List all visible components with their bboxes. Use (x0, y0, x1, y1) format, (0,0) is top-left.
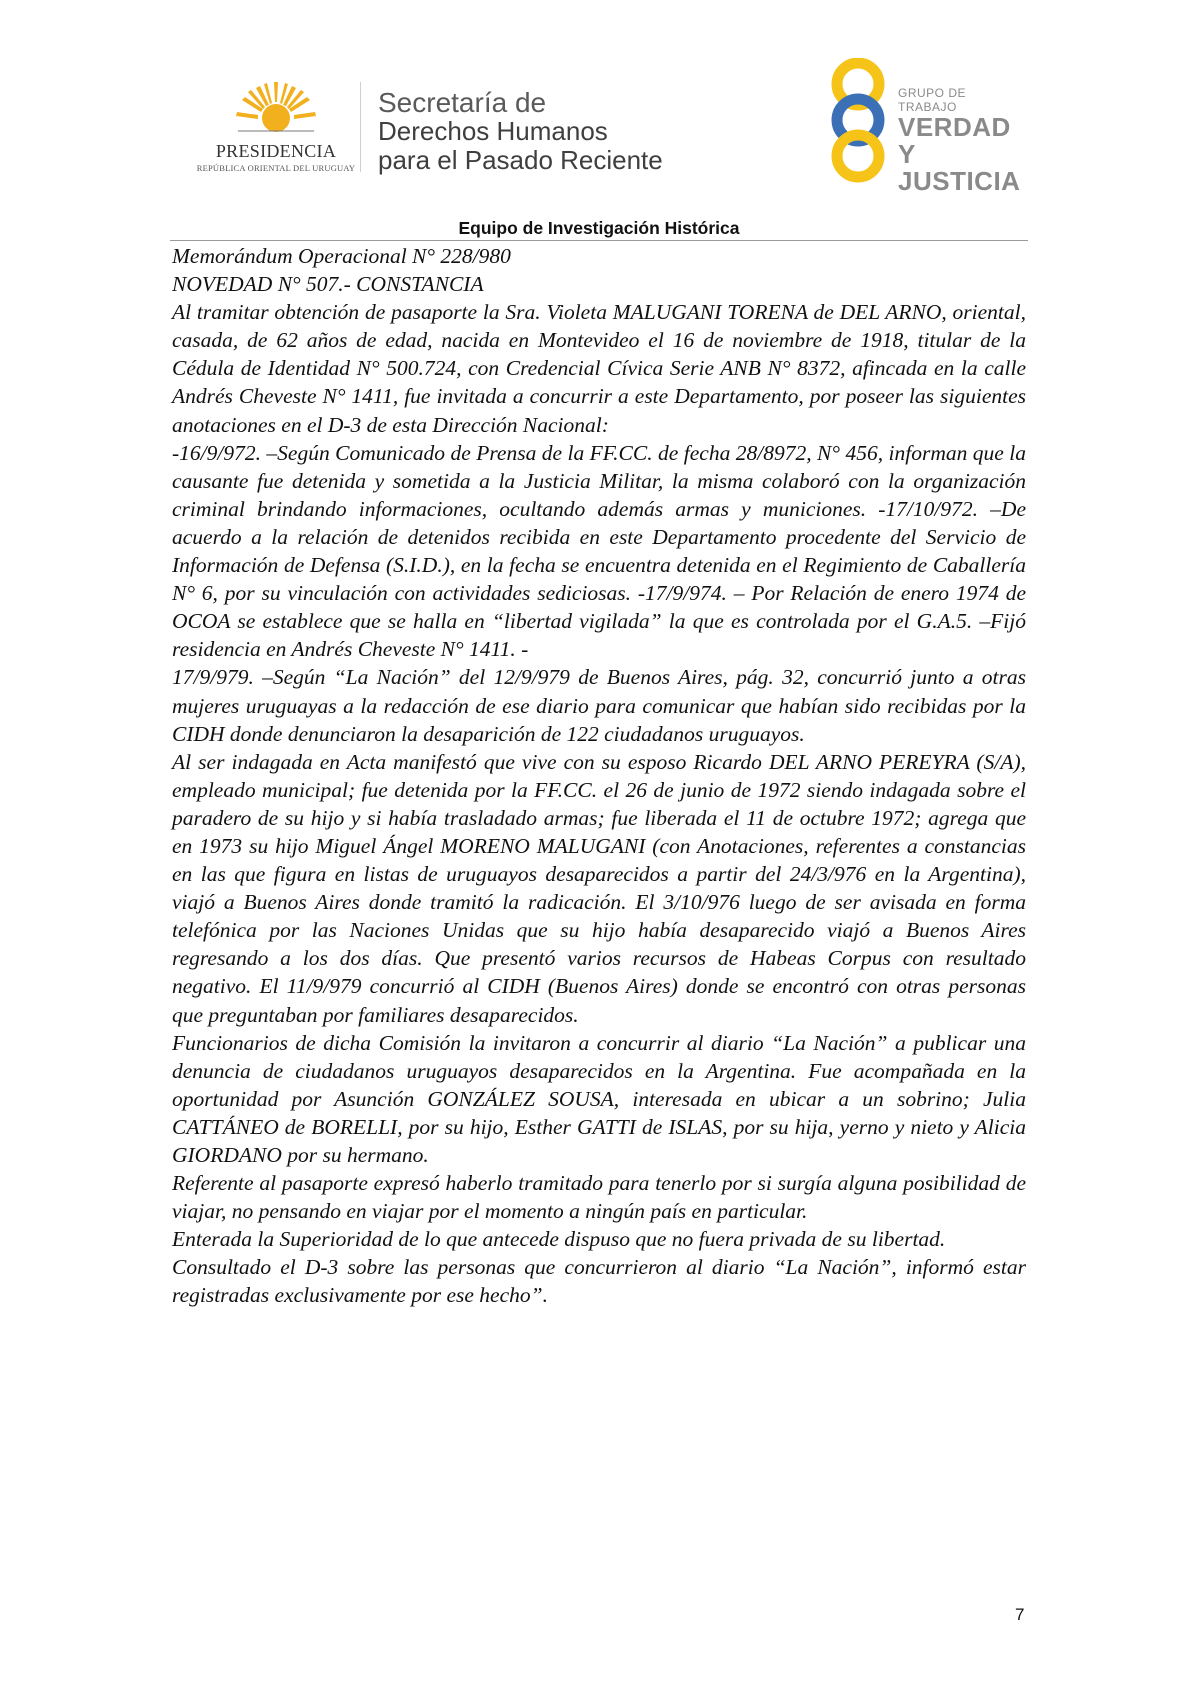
sun-icon (234, 78, 318, 140)
novedad-heading: NOVEDAD N° 507.- CONSTANCIA (172, 272, 484, 297)
document-body (172, 242, 1026, 1310)
secretaria-line-2: Derechos Humanos (378, 116, 608, 146)
page-number: 7 (1015, 1605, 1025, 1624)
page-header (0, 0, 1190, 215)
secretaria-line-3: para el Pasado Reciente (378, 145, 663, 175)
body-paragraph: Al tramitar obtención de pasaporte la Sra. Violeta MALUGANI TORENA de DEL ARNO, oriental, casada, de 62 años de edad, nacida en Montevideo el 16 de noviembre de 1918, titular de la Cédula de Identidad N° 500.724, con Credencial Cívica Serie ANB N° 8372, afincada en la calle Andrés Cheveste N° 1411, fue invitada a concurrir a este Departamento, por poseer las siguientes anotaciones en el D-3 de esta Dirección Nacional: (172, 300, 1026, 437)
verdad-justicia-logo (826, 58, 1026, 196)
body-paragraph: Funcionarios de dicha Comisión la invitaron a concurrir al diario “La Nación” a publicar una denuncia de ciudadanos uruguayos desaparecidos en la Argentina. Fue acompañada en la oportunidad por Asunción GONZÁLEZ SOUSA, interesada en ubicar a un sobrino; Julia CATTÁNEO de BORELLI, por su hijo, Esther GATTI de ISLAS, por su hija, yerno y nieto y Alicia GIORDANO por su hermano. (172, 1030, 1026, 1167)
body-paragraph: 17/9/979. –Según “La Nación” del 12/9/979 de Buenos Aires, pág. 32, concurrió junto a otras mujeres uruguayas a la redacción de ese diario para comunicar que habían sido recibidas por la CIDH donde denunciaron la desaparición de 122 ciudadanos uruguayos. (172, 665, 1026, 746)
body-paragraph: -16/9/972. –Según Comunicado de Prensa de la FF.CC. de fecha 28/8972, N° 456, informan que la causante fue detenida y sometida a la Justicia Militar, la misma colaboró con la organización criminal brindando informaciones, ocultando además armas y municiones. -17/10/972. –De acuerdo a la relación de detenidos recibida en este Departamento procedente del Servicio de Información de Defensa (S.I.D.), en la fecha se encuentra detenida en el Regimiento de Caballería N° 6, por su vinculación con actividades sediciosas. -17/9/974. – Por Relación de enero 1974 de OCOA se establece que se halla en “libertad vigilada” la que es controlada por el G.A.5. –Fijó residencia en Andrés Cheveste N° 1411. - (172, 440, 1026, 662)
presidencia-name: PRESIDENCIA (215, 141, 337, 161)
justicia-label: JUSTICIA (898, 166, 1021, 196)
header-divider (360, 82, 361, 172)
grupo-de-trabajo-label: GRUPO DE TRABAJO (898, 86, 967, 114)
secretaria-line-1: Secretaría de (378, 87, 547, 118)
presidencia-logo (196, 78, 356, 178)
title-underline (170, 240, 1028, 241)
body-paragraph: Al ser indagada en Acta manifestó que vive con su esposo Ricardo DEL ARNO PEREYRA (S/A), empleado municipal; fue detenida por la FF.CC. el 26 de junio de 1972 siendo indagada sobre el paradero de su hijo y si había trasladado armas; fue liberada el 11 de octubre 1972; agrega que en 1973 su hijo Miguel Ángel MORENO MALUGANI (con Anotaciones, referentes a constancias en las que figura en listas de uruguayos desaparecidos a partir del 24/3/976 en la Argentina), viajó a Buenos Aires donde tramitó la radicación. El 3/10/976 luego de ser avisada en forma telefónica por las Naciones Unidas que su hijo había desaparecido viajó a Buenos Aires regresando a los dos días. Que presentó varios recursos de Habeas Corpus con resultado negativo. El 11/9/979 concurrió al CIDH (Buenos Aires) donde se encontró con otras personas que preguntaban por familiares desaparecidos. (172, 749, 1026, 1027)
body-paragraph: Enterada la Superioridad de lo que antecede dispuso que no fuera privada de su libertad. (172, 1227, 946, 1252)
team-title: Equipo de Investigación Histórica (458, 218, 740, 238)
presidencia-subtitle: REPÚBLICA ORIENTAL DEL URUGUAY (196, 163, 356, 173)
memo-reference: Memorándum Operacional N° 228/980 (172, 244, 511, 268)
secretaria-logo-text (378, 88, 663, 175)
verdad-label: VERDAD Y (898, 112, 1011, 169)
body-paragraph: Consultado el D-3 sobre las personas que concurrieron al diario “La Nación”, informó estar registradas exclusivamente por ese hecho”. (172, 1255, 1026, 1308)
verdad-justicia-text (898, 86, 1026, 195)
interlocked-rings-icon (826, 58, 896, 183)
body-paragraph: Referente al pasaporte expresó haberlo tramitado para tenerlo por si surgía alguna posibilidad de viajar, no pensando en viajar por el momento a ningún país en particular. (172, 1171, 1026, 1224)
